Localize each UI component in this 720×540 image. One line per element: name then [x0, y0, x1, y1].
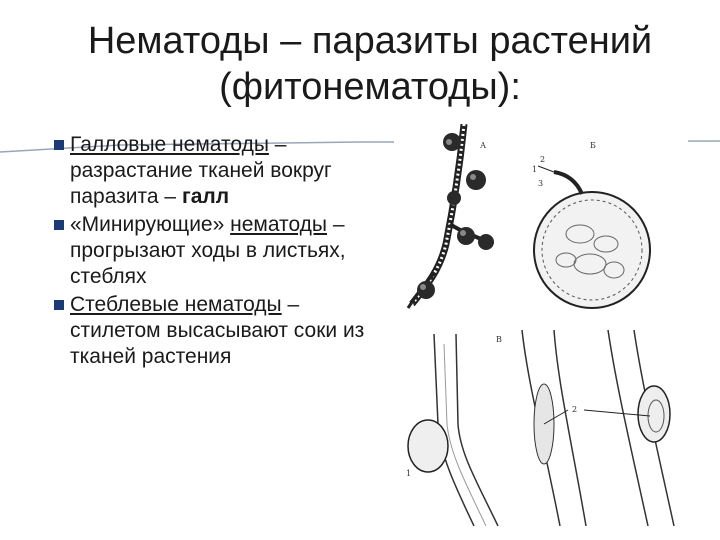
bullet-term: Галловые нематоды — [70, 133, 269, 156]
label-b: Б — [590, 141, 596, 150]
square-bullet-icon — [54, 140, 64, 150]
bullet-text: – прогрызают ходы в листьях, стеблях — [70, 213, 346, 288]
title-line-2: (фитонематоды): — [219, 66, 521, 108]
bullet-term: нематоды — [230, 213, 328, 236]
title-line-1: Нематоды – паразиты растений — [87, 20, 653, 62]
label-a: А — [480, 141, 487, 150]
bullet-item-mining — [44, 212, 374, 290]
panel-v-stems — [406, 330, 674, 526]
label-3: 3 — [538, 179, 544, 188]
label-v: В — [496, 335, 502, 344]
bullet-bold: галл — [181, 185, 230, 208]
bullet-term: Стеблевые нематоды — [70, 293, 282, 316]
slide-title — [40, 18, 700, 110]
nematode-illustration — [394, 124, 688, 526]
panel-a-root-galls — [408, 124, 494, 308]
square-bullet-icon — [54, 300, 64, 310]
bullet-item-stem — [44, 292, 374, 370]
bullet-prefix: «Минирующие» — [70, 213, 231, 236]
bullet-item-gall — [44, 132, 374, 210]
label-2: 2 — [540, 155, 546, 164]
label-1: 1 — [532, 165, 538, 174]
label-1b: 1 — [406, 469, 412, 478]
bullet-text: – стилетом высасывают соки из тканей растения — [70, 293, 365, 368]
panel-b-female-nematode — [532, 141, 650, 308]
label-2b: 2 — [572, 405, 578, 414]
bullet-list — [44, 132, 374, 372]
square-bullet-icon — [54, 220, 64, 230]
bullet-text: – разрастание тканей вокруг паразита – — [70, 133, 332, 208]
